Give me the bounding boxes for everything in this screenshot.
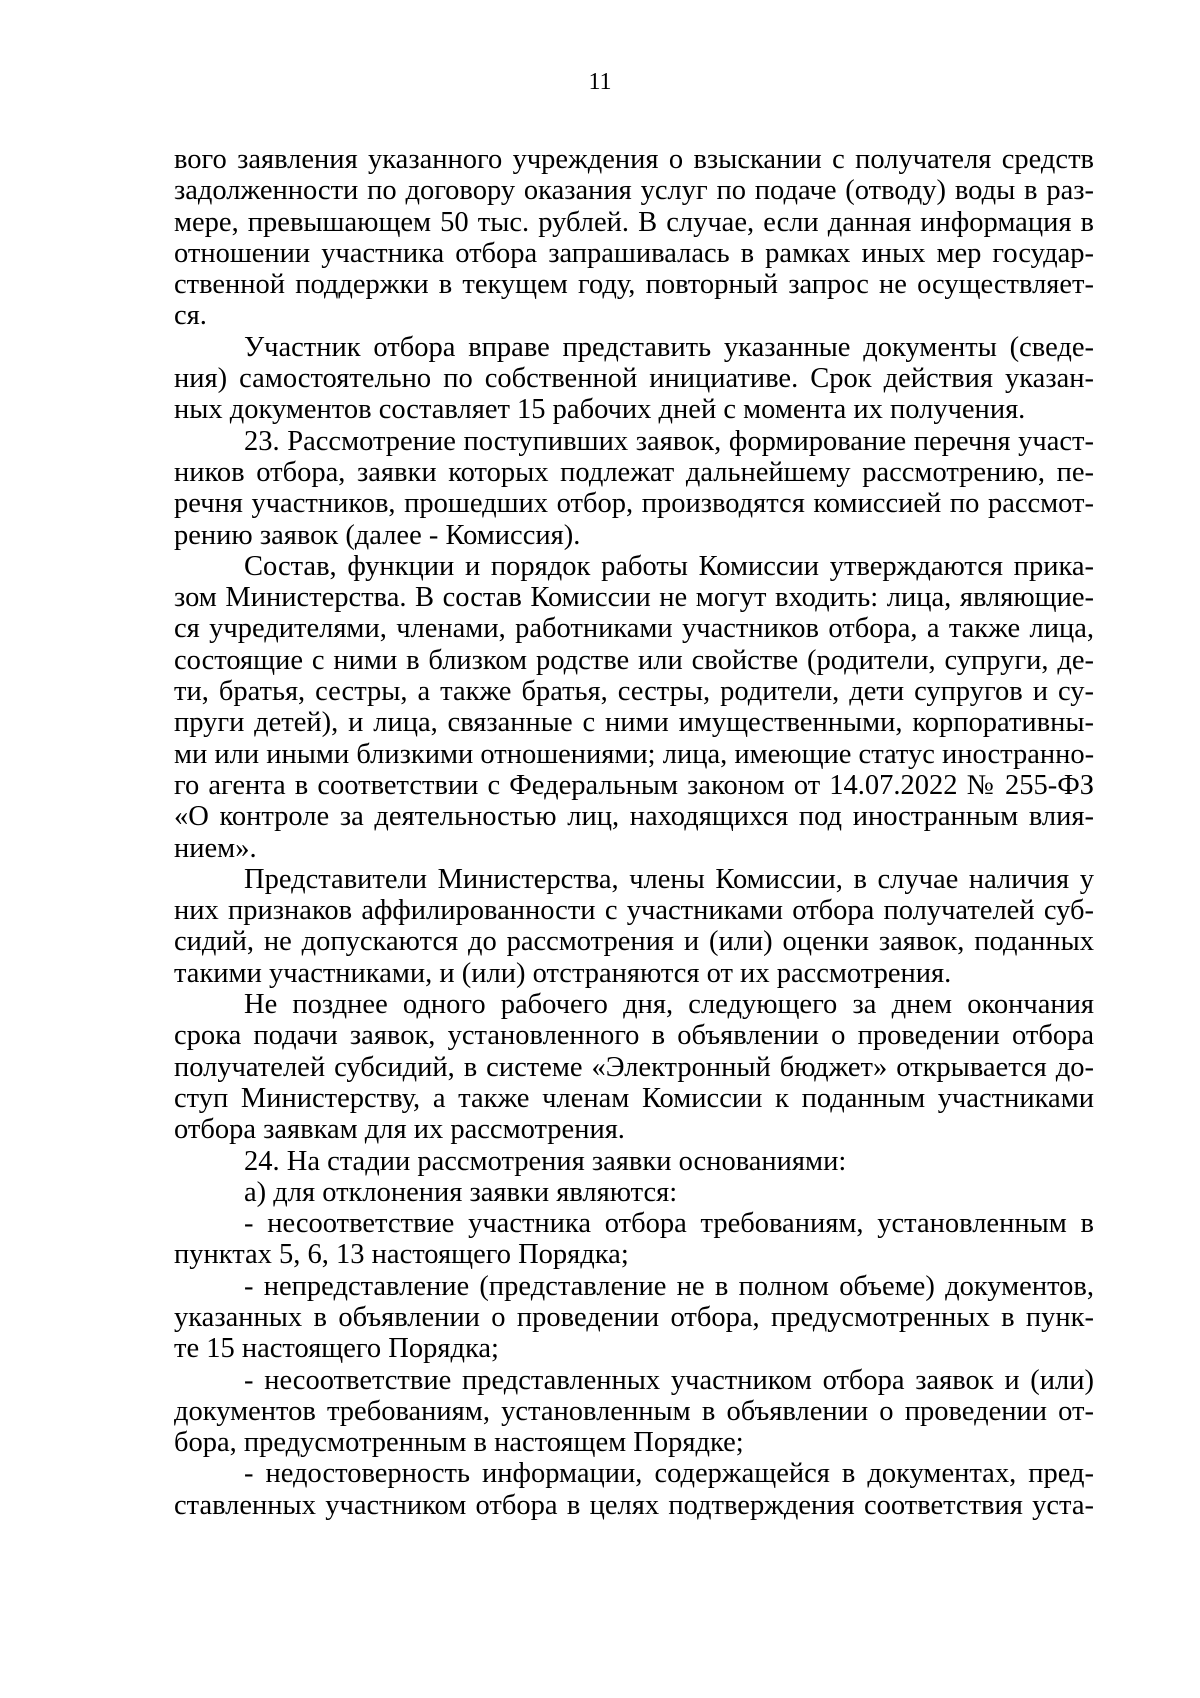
text-line: 24. На стадии рассмотрения заявки основаниями:: [244, 1145, 847, 1177]
text-line: - несоответствие представленных участником отбора заявок и (или): [244, 1364, 1094, 1396]
text-line: мере, превышающем 50 тыс. рублей. В случае, если данная информация в: [174, 206, 1094, 238]
text-line: ставленных участником отбора в целях подтверждения соответствия уста-: [174, 1489, 1094, 1521]
text-line: них признаков аффилированности с участниками отбора получателей суб-: [174, 895, 1094, 927]
text-line: состоящие с ними в близком родстве или свойстве (родители, супруги, де-: [174, 644, 1094, 676]
text-line: нием».: [174, 832, 257, 864]
text-line: документов требованиям, установленным в объявлении о проведении от-: [174, 1395, 1094, 1427]
text-line: Состав, функции и порядок работы Комиссии утверждаются прика-: [244, 550, 1094, 582]
text-line: пунктах 5, 6, 13 настоящего Порядка;: [174, 1239, 629, 1271]
text-line: Не позднее одного рабочего дня, следующего за днем окончания: [244, 989, 1094, 1021]
text-line: вого заявления указанного учреждения о взыскании с получателя средств: [174, 144, 1094, 175]
text-line: Участник отбора вправе представить указанные документы (сведе-: [244, 331, 1094, 363]
text-line: ственной поддержки в текущем году, повторный запрос не осуществляет-: [174, 269, 1094, 301]
text-line: ния) самостоятельно по собственной инициативе. Срок действия указан-: [174, 363, 1094, 395]
text-line: ми или иными близкими отношениями; лица, имеющие статус иностранно-: [174, 738, 1095, 770]
text-line: ных документов составляет 15 рабочих дней с момента их получения.: [174, 394, 1026, 426]
text-line: «О контроле за деятельностью лиц, находящихся под иностранным влия-: [174, 801, 1094, 833]
text-line: 23. Рассмотрение поступивших заявок, формирование перечня участ-: [244, 425, 1094, 457]
text-line: ников отбора, заявки которых подлежат дальнейшему рассмотрению, пе-: [174, 456, 1094, 488]
text-line: те 15 настоящего Порядка;: [174, 1333, 499, 1365]
text-line: сидий, не допускаются до рассмотрения и (или) оценки заявок, поданных: [174, 926, 1094, 958]
text-line: пруги детей), и лица, связанные с ними имущественными, корпоративны-: [174, 707, 1094, 739]
page-number: 11: [588, 69, 612, 95]
text-line: срока подачи заявок, установленного в объявлении о проведении отбора: [174, 1020, 1094, 1052]
text-line: бора, предусмотренным в настоящем Порядке;: [174, 1427, 744, 1459]
text-line: - несоответствие участника отбора требованиям, установленным в: [244, 1208, 1094, 1240]
text-line: - непредставление (представление не в полном объеме) документов,: [244, 1270, 1094, 1302]
text-line: ся учредителями, членами, работниками участников отбора, а также лица,: [174, 613, 1094, 645]
text-line: - недостоверность информации, содержащейся в документах, пред-: [244, 1458, 1094, 1490]
text-line: Представители Министерства, члены Комиссии, в случае наличия у: [244, 863, 1094, 895]
document-body: [174, 144, 1094, 1521]
text-line: отношении участника отбора запрашивалась в рамках иных мер государ-: [174, 237, 1094, 269]
text-line: ступ Министерству, а также членам Комиссии к поданным участниками: [174, 1082, 1094, 1114]
text-line: отбора заявкам для их рассмотрения.: [174, 1114, 625, 1146]
text-line: получателей субсидий, в системе «Электронный бюджет» открывается до-: [174, 1051, 1094, 1083]
text-line: ся.: [174, 300, 207, 332]
text-line: а) для отклонения заявки являются:: [244, 1176, 678, 1208]
text-line: задолженности по договору оказания услуг по подаче (отводу) воды в раз-: [174, 175, 1094, 207]
text-line: речня участников, прошедших отбор, производятся комиссией по рассмот-: [174, 488, 1094, 520]
text-line: го агента в соответствии с Федеральным законом от 14.07.2022 № 255-ФЗ: [174, 769, 1094, 801]
text-line: указанных в объявлении о проведении отбора, предусмотренных в пунк-: [174, 1301, 1094, 1333]
text-line: зом Министерства. В состав Комиссии не могут входить: лица, являющие-: [174, 582, 1094, 614]
text-line: такими участниками, и (или) отстраняются от их рассмотрения.: [174, 957, 952, 989]
text-line: ти, братья, сестры, а также братья, сестры, родители, дети супругов и су-: [174, 676, 1094, 708]
text-line: рению заявок (далее - Комиссия).: [174, 519, 581, 551]
